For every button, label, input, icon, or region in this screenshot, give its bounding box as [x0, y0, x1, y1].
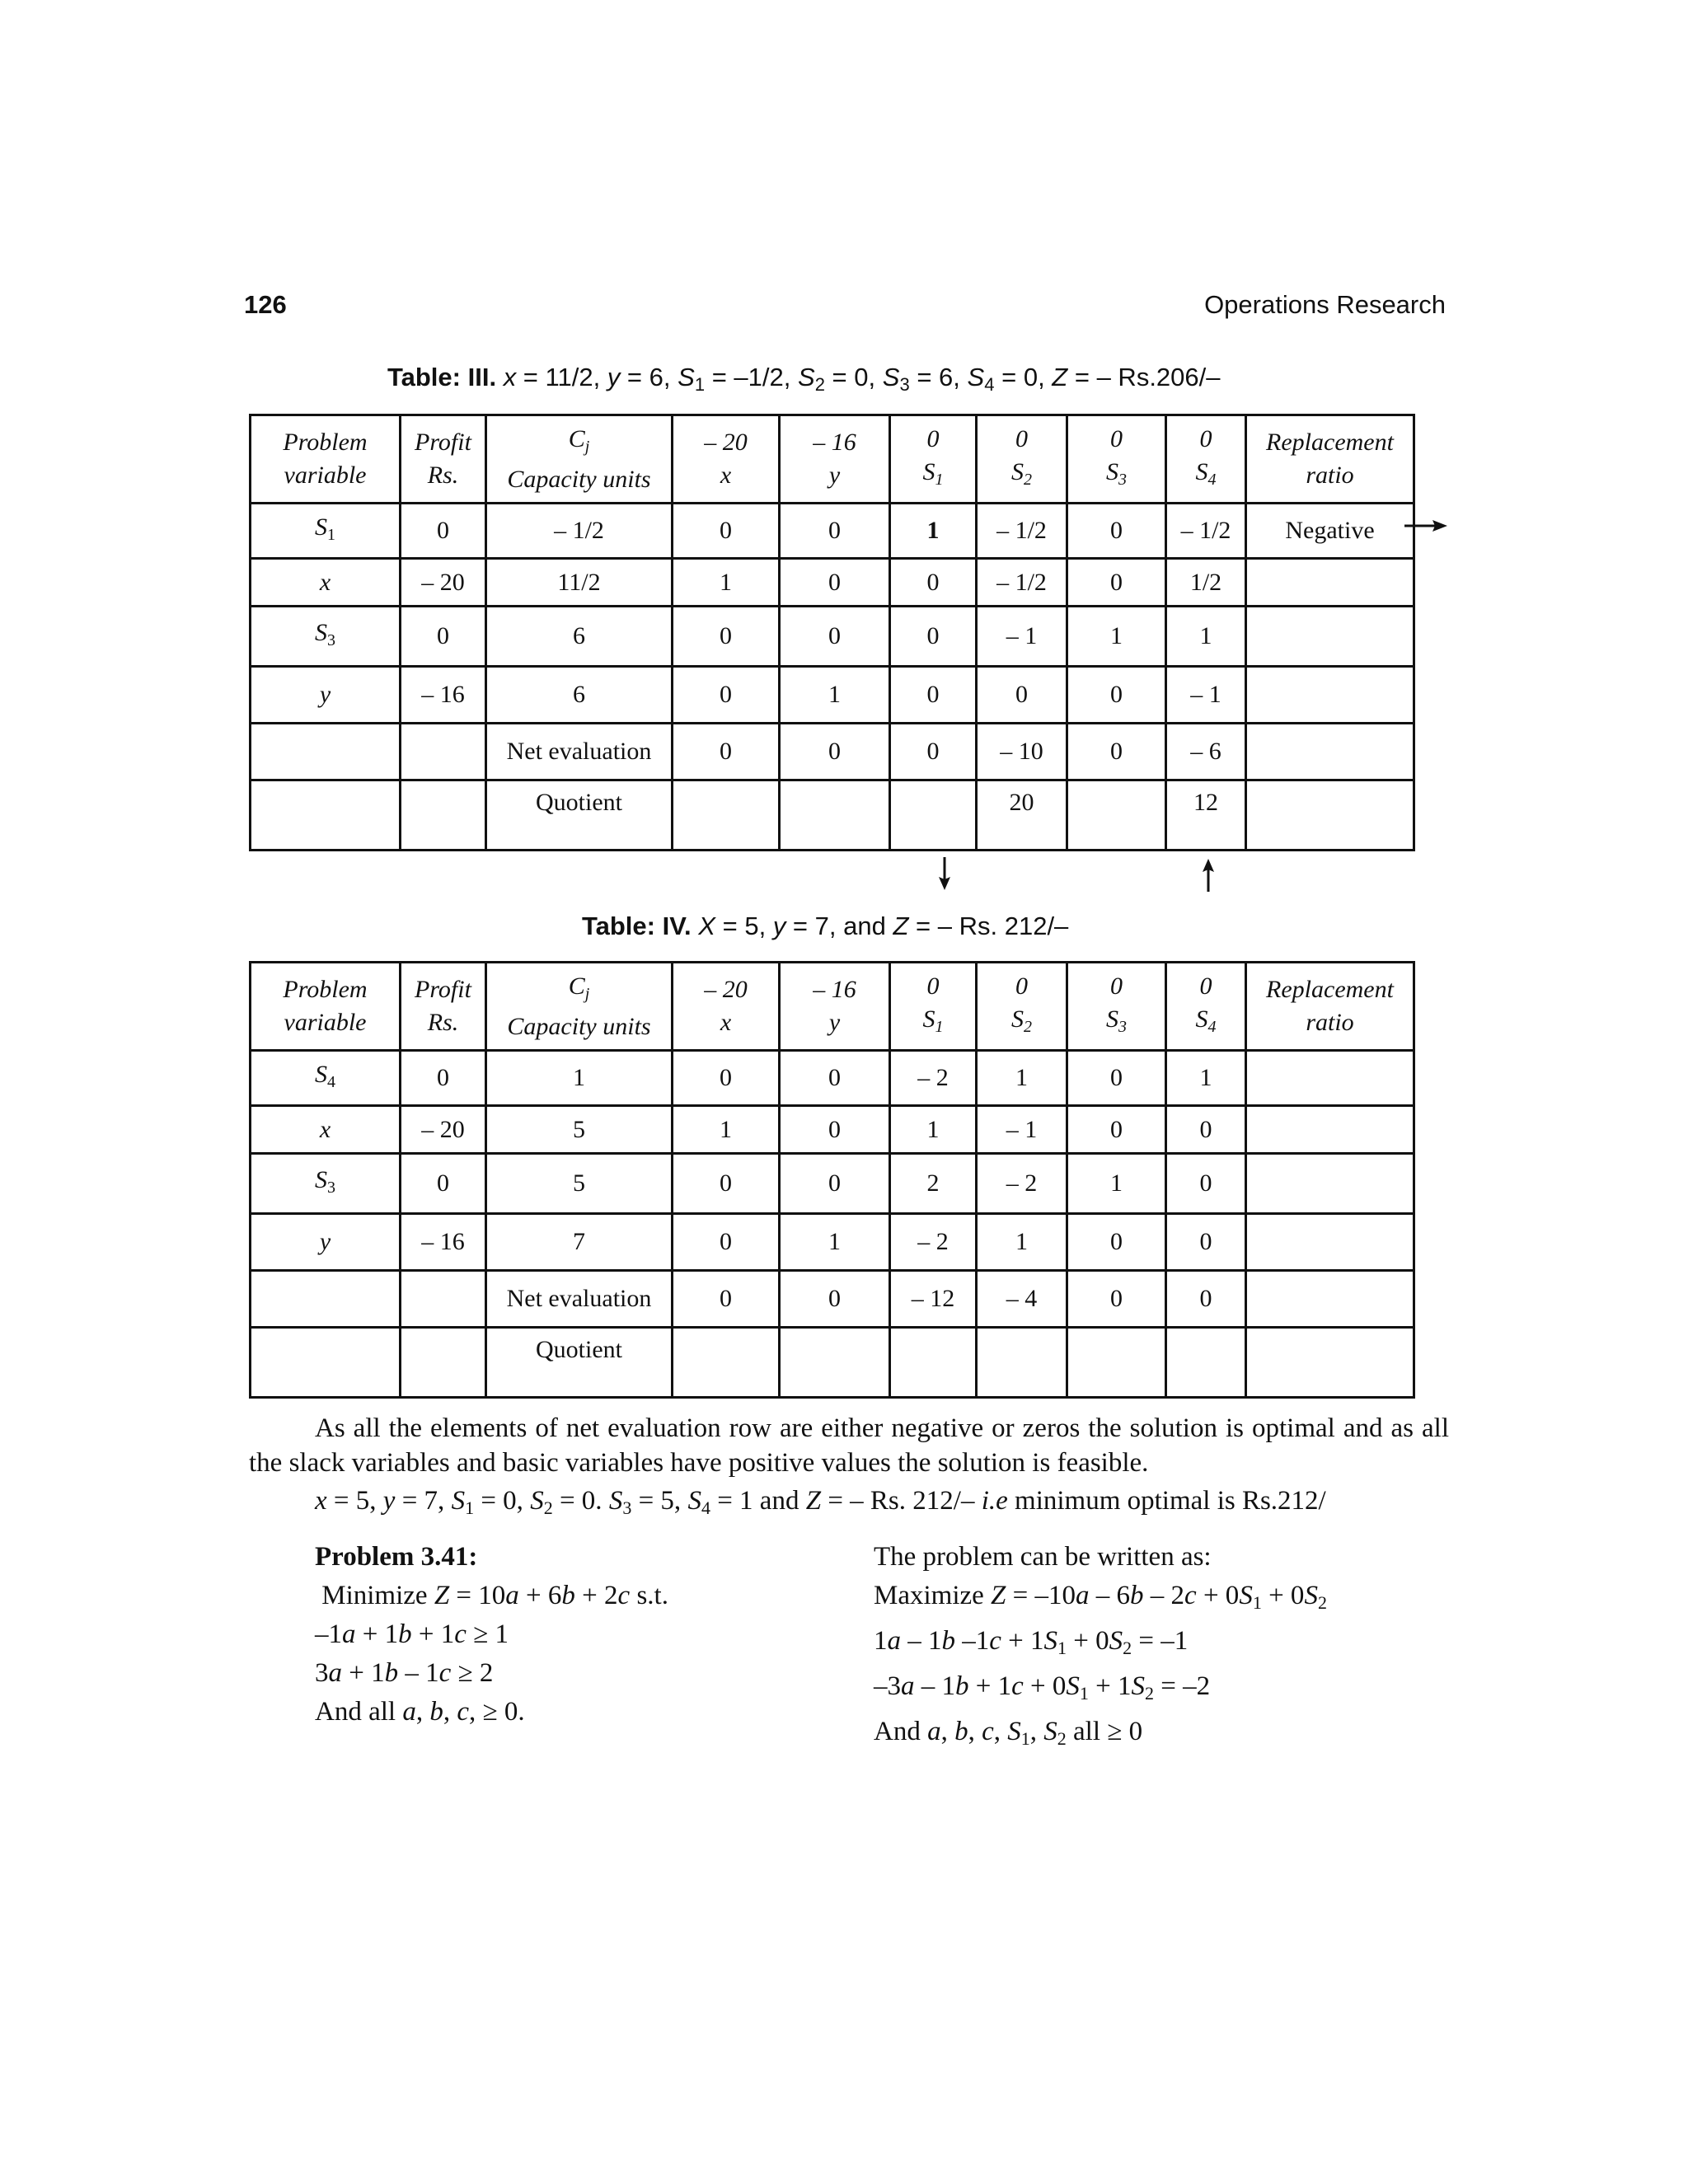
coefficient-cell: 0 — [890, 559, 977, 607]
col-header-capacity: $C_j$ Capacity units — [486, 963, 673, 1051]
col-header-replacement-ratio: Replacement ratio — [1246, 963, 1414, 1051]
col-header-var-1: – 16 y — [780, 963, 890, 1051]
net-evaluation-cell: 0 — [1067, 724, 1166, 780]
col-header-var-5: 0 $S_4$ — [1166, 963, 1246, 1051]
coefficient-cell: 1 — [1067, 607, 1166, 667]
problem-statement: Problem 3.41: Minimize Z = 10a + 6b + 2c s.t. –1a + 1b + 1c ≥ 1 3a + 1b – 1c ≥ 2 And all a, b, c, ≥ 0. — [315, 1538, 668, 1732]
coefficient-cell: 1 — [1166, 1051, 1246, 1106]
table-header-row — [251, 415, 1414, 504]
quotient-cell — [673, 780, 780, 851]
optimality-paragraph: As all the elements of net evaluation row are either negative or zeros the solution is optimal and as all the slack variables and basic variables have positive values the solution is feasible. — [249, 1413, 1449, 1478]
problem-rewritten: The problem can be written as: Maximize $Z = -10a - 6b - 2c + 0S_1 + 0S_2$ 1a – 1b $-1c + 1S_1 + 0S_2 = -1$ $-3a - 1b + 1c + 0S_1 + 1S_2 = -2$ And a, b, c, $S_1$, $S_2$ all ≥ 0 — [874, 1538, 1327, 1758]
net-evaluation-row — [251, 1271, 1414, 1328]
table-row — [251, 607, 1414, 667]
table-row — [251, 1051, 1414, 1106]
profit-cell: 0 — [401, 607, 486, 667]
net-evaluation-cell: 0 — [890, 724, 977, 780]
coefficient-cell: 2 — [890, 1154, 977, 1214]
coefficient-cell: 1 — [890, 1106, 977, 1154]
replacement-ratio-cell: Negative — [1246, 504, 1414, 559]
coefficient-cell: 0 — [673, 1154, 780, 1214]
capacity-cell: – 1/2 — [486, 504, 673, 559]
coefficient-cell: – 1 — [977, 607, 1067, 667]
coefficient-cell: 0 — [1067, 1051, 1166, 1106]
coefficient-cell: 0 — [1067, 1214, 1166, 1271]
basic-variable-cell: x — [251, 559, 401, 607]
capacity-cell: 7 — [486, 1214, 673, 1271]
coefficient-cell: 0 — [673, 1214, 780, 1271]
coefficient-cell: – 2 — [890, 1214, 977, 1271]
net-evaluation-cell: – 10 — [977, 724, 1067, 780]
coefficient-cell: 0 — [673, 667, 780, 724]
col-header-var-0: – 20 x — [673, 963, 780, 1051]
coefficient-cell: 1 — [1166, 607, 1246, 667]
coefficient-cell: – 1 — [1166, 667, 1246, 724]
basic-variable-cell: x — [251, 1106, 401, 1154]
coefficient-cell: 0 — [673, 1051, 780, 1106]
down-arrow-icon — [935, 857, 954, 892]
col-header-var-0: – 20 x — [673, 415, 780, 504]
profit-cell: – 16 — [401, 667, 486, 724]
net-evaluation-cell: – 4 — [977, 1271, 1067, 1328]
basic-variable-cell: y — [251, 667, 401, 724]
coefficient-cell: 1 — [977, 1051, 1067, 1106]
net-evaluation-label: Net evaluation — [486, 1271, 673, 1328]
table-3-caption: Table: III. x = 11/2, y = 6, $S_1 = -1/2$, $S_2 = 0$, $S_3 = 6$, $S_4 = 0$, Z = – Rs.206/– — [387, 363, 1221, 395]
coefficient-cell: 0 — [977, 667, 1067, 724]
col-header-profit: Profit Rs. — [401, 415, 486, 504]
coefficient-cell: 1 — [780, 667, 890, 724]
coefficient-cell: – 1/2 — [1166, 504, 1246, 559]
capacity-cell: 5 — [486, 1106, 673, 1154]
coefficient-cell: 1 — [780, 1214, 890, 1271]
quotient-label: Quotient — [486, 1328, 673, 1398]
coefficient-cell: 0 — [1067, 559, 1166, 607]
quotient-cell — [780, 1328, 890, 1398]
quotient-label: Quotient — [486, 780, 673, 851]
table-row — [251, 1154, 1414, 1214]
coefficient-cell: 1 — [673, 559, 780, 607]
coefficient-cell: – 1/2 — [977, 559, 1067, 607]
profit-cell: 0 — [401, 1051, 486, 1106]
coefficient-cell: 0 — [673, 607, 780, 667]
net-evaluation-label: Net evaluation — [486, 724, 673, 780]
coefficient-cell: 0 — [673, 504, 780, 559]
coefficient-cell: 0 — [780, 504, 890, 559]
table-row — [251, 504, 1414, 559]
net-evaluation-cell: 0 — [673, 724, 780, 780]
replacement-ratio-cell — [1246, 1214, 1414, 1271]
table-row — [251, 559, 1414, 607]
solution-line: x = 5, y = 7, $S_1 = 0$, $S_2 = 0$. $S_3 = 5$, $S_4 = 1$ and Z = – Rs. 212/– i.e minimum optimal is Rs.212/ — [315, 1486, 1326, 1518]
page-number: 126 — [244, 290, 287, 319]
quotient-cell — [673, 1328, 780, 1398]
coefficient-cell: 0 — [890, 667, 977, 724]
capacity-cell: 11/2 — [486, 559, 673, 607]
replacement-ratio-cell — [1246, 607, 1414, 667]
net-evaluation-cell: 0 — [1166, 1271, 1246, 1328]
coefficient-cell: 0 — [890, 607, 977, 667]
coefficient-cell: – 2 — [977, 1154, 1067, 1214]
coefficient-cell: 0 — [780, 1154, 890, 1214]
col-header-var-2: 0 $S_1$ — [890, 415, 977, 504]
coefficient-cell: 1 — [977, 1214, 1067, 1271]
simplex-table-3 — [249, 414, 1415, 851]
table-row — [251, 1106, 1414, 1154]
up-arrow-icon — [1198, 857, 1218, 892]
replacement-ratio-cell — [1246, 667, 1414, 724]
rewrite-label: The problem can be written as: — [874, 1542, 1212, 1572]
net-evaluation-cell: 0 — [673, 1271, 780, 1328]
quotient-cell — [890, 1328, 977, 1398]
col-header-capacity: $C_j$ Capacity units — [486, 415, 673, 504]
table-header-row — [251, 963, 1414, 1051]
running-head: Operations Research — [1204, 290, 1446, 319]
col-header-var-3: 0 $S_2$ — [977, 415, 1067, 504]
coefficient-cell: 1 — [673, 1106, 780, 1154]
coefficient-cell: 1/2 — [1166, 559, 1246, 607]
col-header-var-4: 0 $S_3$ — [1067, 415, 1166, 504]
col-header-problem-variable: Problem variable — [251, 415, 401, 504]
table-row — [251, 1214, 1414, 1271]
col-header-var-5: 0 $S_4$ — [1166, 415, 1246, 504]
coefficient-cell: 0 — [1166, 1154, 1246, 1214]
coefficient-cell: 0 — [780, 1106, 890, 1154]
col-header-var-2: 0 $S_1$ — [890, 963, 977, 1051]
replacement-ratio-cell — [1246, 1051, 1414, 1106]
basic-variable-cell: $S_1$ — [251, 504, 401, 559]
capacity-cell: 6 — [486, 607, 673, 667]
col-header-var-1: – 16 y — [780, 415, 890, 504]
profit-cell: – 16 — [401, 1214, 486, 1271]
coefficient-cell: – 1 — [977, 1106, 1067, 1154]
basic-variable-cell: $S_3$ — [251, 1154, 401, 1214]
net-evaluation-row — [251, 724, 1414, 780]
table-row — [251, 667, 1414, 724]
col-header-replacement-ratio: Replacement ratio — [1246, 415, 1414, 504]
coefficient-cell: – 2 — [890, 1051, 977, 1106]
profit-cell: 0 — [401, 1154, 486, 1214]
col-header-profit: Profit Rs. — [401, 963, 486, 1051]
basic-variable-cell: y — [251, 1214, 401, 1271]
col-header-var-3: 0 $S_2$ — [977, 963, 1067, 1051]
quotient-cell — [780, 780, 890, 851]
quotient-row — [251, 1328, 1414, 1398]
net-evaluation-cell: – 6 — [1166, 724, 1246, 780]
basic-variable-cell: $S_4$ — [251, 1051, 401, 1106]
coefficient-cell: 0 — [780, 559, 890, 607]
profit-cell: – 20 — [401, 1106, 486, 1154]
quotient-row — [251, 780, 1414, 851]
net-evaluation-cell: 0 — [780, 1271, 890, 1328]
replacement-ratio-cell — [1246, 1154, 1414, 1214]
coefficient-cell: 0 — [1067, 504, 1166, 559]
coefficient-cell: 0 — [1067, 667, 1166, 724]
col-header-problem-variable: Problem variable — [251, 963, 401, 1051]
col-header-var-4: 0 $S_3$ — [1067, 963, 1166, 1051]
coefficient-cell: 1 — [1067, 1154, 1166, 1214]
coefficient-cell: 0 — [1166, 1106, 1246, 1154]
table-4-caption: Table: IV. X = 5, y = 7, and Z = – Rs. 212/– — [582, 912, 1069, 940]
capacity-cell: 1 — [486, 1051, 673, 1106]
coefficient-cell: 0 — [780, 607, 890, 667]
coefficient-cell: – 1/2 — [977, 504, 1067, 559]
net-evaluation-cell: 0 — [1067, 1271, 1166, 1328]
coefficient-cell: 0 — [780, 1051, 890, 1106]
quotient-cell — [1067, 780, 1166, 851]
basic-variable-cell: $S_3$ — [251, 607, 401, 667]
coefficient-cell: 0 — [1067, 1106, 1166, 1154]
net-evaluation-cell: 0 — [780, 724, 890, 780]
quotient-cell: 20 — [977, 780, 1067, 851]
coefficient-cell: 1 — [890, 504, 977, 559]
leaving-row-arrow-icon — [1403, 516, 1449, 536]
profit-cell: 0 — [401, 504, 486, 559]
capacity-cell: 6 — [486, 667, 673, 724]
net-evaluation-cell: – 12 — [890, 1271, 977, 1328]
quotient-cell — [890, 780, 977, 851]
quotient-cell — [977, 1328, 1067, 1398]
problem-title: Problem 3.41: — [315, 1542, 478, 1572]
coefficient-cell: 0 — [1166, 1214, 1246, 1271]
quotient-cell — [1067, 1328, 1166, 1398]
replacement-ratio-cell — [1246, 1106, 1414, 1154]
simplex-table-4 — [249, 961, 1415, 1399]
profit-cell: – 20 — [401, 559, 486, 607]
capacity-cell: 5 — [486, 1154, 673, 1214]
replacement-ratio-cell — [1246, 559, 1414, 607]
quotient-cell: 12 — [1166, 780, 1246, 851]
quotient-cell — [1166, 1328, 1246, 1398]
